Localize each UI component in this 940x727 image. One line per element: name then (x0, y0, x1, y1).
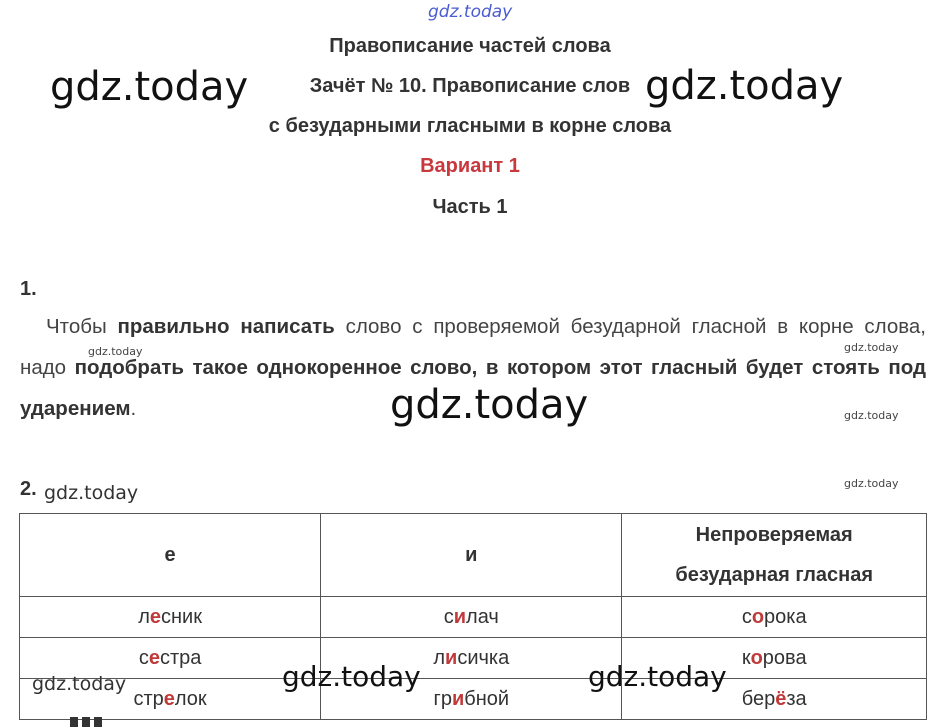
table-row (20, 638, 927, 679)
vowel-table (19, 513, 927, 720)
table-cell: силач (321, 597, 622, 638)
table-row (20, 679, 927, 720)
watermark-right: gdz.today (645, 63, 844, 109)
watermark-left: gdz.today (50, 64, 249, 110)
table-cell: грибной (321, 679, 622, 720)
cropped-next-line (20, 717, 140, 727)
watermark-table-mid: gdz.today (282, 660, 421, 693)
table-cell: сорока (622, 597, 927, 638)
watermark-top: gdz.today (428, 2, 513, 22)
task1-text-2: слово с проверяемой безударной гласной в корне слова, надо (20, 315, 927, 379)
column-header-i: и (321, 514, 622, 597)
task1-bold-1: правильно написать (117, 315, 335, 338)
table-cell: лесник (20, 597, 321, 638)
test-title-line2: с безударными гласными в корне слова (268, 115, 672, 137)
table-cell: корова (622, 638, 927, 679)
watermark-small-1: gdz.today (88, 345, 143, 358)
watermark-small-3: gdz.today (844, 409, 899, 422)
watermark-small-2: gdz.today (844, 341, 899, 354)
table-cell: лисичка (321, 638, 622, 679)
watermark-table-left: gdz.today (32, 673, 127, 695)
task2-number: 2. (20, 478, 37, 500)
test-title-line1: Зачёт № 10. Правописание слов (309, 75, 631, 97)
variant-label: Вариант 1 (420, 155, 520, 177)
table-header-row (20, 514, 927, 597)
watermark-table-right: gdz.today (588, 660, 727, 693)
section-title: Правописание частей слова (329, 35, 611, 57)
table-row (20, 597, 927, 638)
watermark-center: gdz.today (390, 382, 589, 428)
table-cell: стрелок (20, 679, 321, 720)
column-header-e: е (20, 514, 321, 597)
watermark-task2: gdz.today (44, 482, 139, 504)
task1-number: 1. (20, 278, 37, 300)
task1-bold-2: подобрать такое однокоренное слово, в котором этот гласный будет стоять под ударением (20, 356, 927, 420)
task1-text-3: . (130, 397, 137, 420)
table-cell: берёза (622, 679, 927, 720)
watermark-small-4: gdz.today (844, 477, 899, 490)
column-header-unchecked: Непроверяемая безударная гласная (622, 514, 927, 597)
task1-text-1: Чтобы (46, 315, 118, 338)
part-label: Часть 1 (432, 196, 508, 218)
table-cell: сестра (20, 638, 321, 679)
